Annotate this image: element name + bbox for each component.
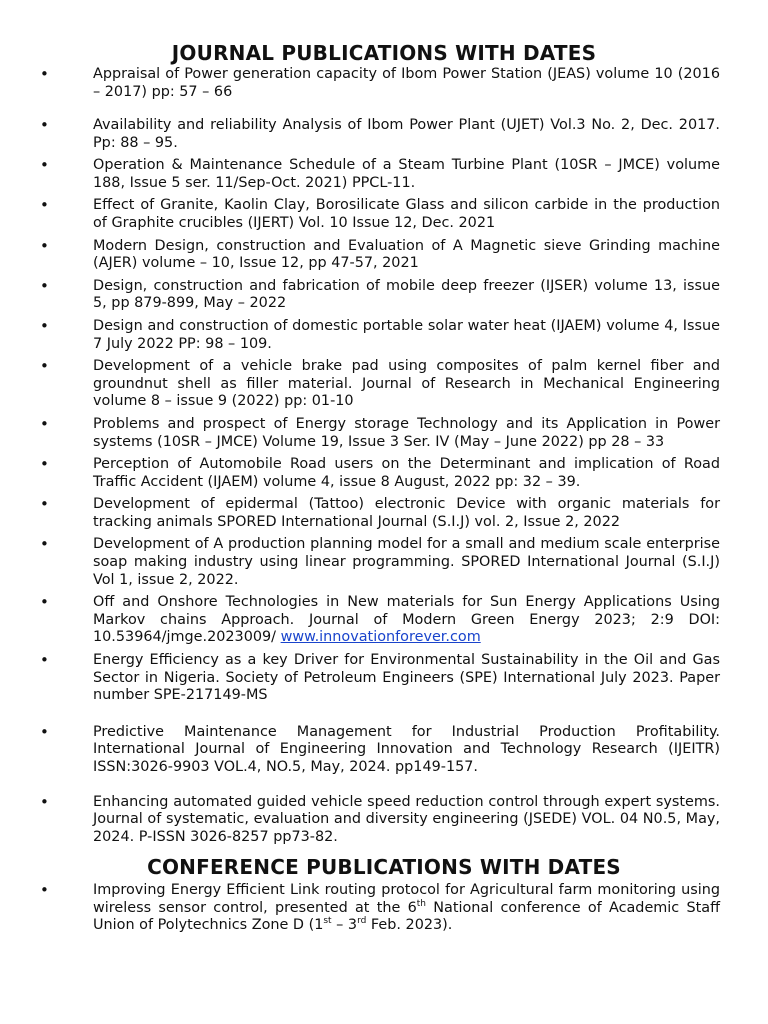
- bullet-icon: •: [40, 495, 49, 514]
- publication-text: Operation & Maintenance Schedule of a Steam Turbine Plant (10SR – JMCE) volume 188, Issue 5 ser. 11/Sep-Oct. 2021) PPCL-11.: [93, 157, 720, 191]
- bullet-icon: •: [40, 276, 49, 295]
- text-segment: Feb. 2023).: [366, 917, 453, 934]
- publication-text: Effect of Granite, Kaolin Clay, Borosilicate Glass and silicon carbide in the production of Graphite crucibles (IJERT) Vol. 10 Issue 12, Dec. 2021: [93, 197, 720, 231]
- list-item: [0, 594, 768, 647]
- ordinal-superscript: th: [416, 898, 426, 909]
- bullet-icon: •: [40, 156, 49, 175]
- bullet-icon: •: [40, 651, 49, 670]
- list-item: [0, 882, 768, 935]
- list-item: [0, 652, 768, 705]
- list-item: [0, 197, 768, 232]
- publication-text: Design and construction of domestic portable solar water heat (IJAEM) volume 4, Issue 7 July 2022 PP: 98 – 109.: [93, 317, 720, 352]
- bullet-icon: •: [40, 414, 49, 433]
- bullet-icon: •: [40, 65, 49, 83]
- bullet-icon: •: [40, 455, 49, 474]
- bullet-icon: •: [40, 357, 49, 376]
- publication-text: Perception of Automobile Road users on the Determinant and implication of Road Traffic Accident (IJAEM) volume 4, issue 8 August, 2022 pp: 32 – 39.: [93, 456, 720, 490]
- list-item: [0, 117, 768, 152]
- publication-text: Predictive Maintenance Management for Industrial Production Profitability. International Journal of Engineering Innovation and Technology Research (IJEITR) ISSN:3026-9903 VOL.4, NO.5, May, 2024. pp149-157.: [93, 723, 720, 775]
- publication-text: [93, 882, 720, 933]
- publication-text: Appraisal of Power generation capacity of Ibom Power Station (JEAS) volume 10 (2016 – 2017) pp: 57 – 66: [93, 66, 720, 100]
- publication-text: Off and Onshore Technologies in New materials for Sun Energy Applications Using Markov chains Approach. Journal of Modern Green Energy 2023; 2:9 DOI: 10.53964/jmge.2023009/: [93, 594, 720, 646]
- bullet-icon: •: [40, 316, 49, 335]
- conference-publications-list: [0, 882, 768, 935]
- bullet-icon: •: [40, 792, 49, 811]
- publication-text: Availability and reliability Analysis of Ibom Power Plant (UJET) Vol.3 No. 2, Dec. 2017. Pp: 88 – 95.: [93, 117, 720, 151]
- bullet-icon: •: [40, 722, 49, 741]
- bullet-icon: •: [40, 196, 49, 215]
- innovationforever-link[interactable]: www.innovationforever.com: [280, 629, 481, 646]
- publication-text: Development of epidermal (Tattoo) electronic Device with organic materials for tracking animals SPORED International Journal (S.I.J) vol. 2, Issue 2, 2022: [93, 496, 720, 530]
- bullet-icon: •: [40, 236, 49, 255]
- list-item: [0, 358, 768, 411]
- journal-publications-list: [0, 66, 768, 846]
- list-item: [0, 794, 768, 847]
- publication-text: Enhancing automated guided vehicle speed reduction control through expert systems. Journal of systematic, evaluation and diversity engineering (JSEDE) VOL. 04 N0.5, May, 2024. P-ISSN 3026-8257 pp73-82.: [93, 793, 720, 845]
- list-item: [0, 238, 768, 273]
- list-item: [0, 724, 768, 777]
- ordinal-superscript: rd: [357, 916, 367, 927]
- text-segment: – 3: [331, 917, 358, 934]
- text-segment: Improving Energy Efficient Link routing protocol for Agricultural farm monitoring using wireless sensor control, presented at the 6: [93, 882, 720, 916]
- ordinal-superscript: st: [323, 916, 332, 927]
- list-item: [0, 536, 768, 589]
- list-item: [0, 416, 768, 451]
- publication-text: Design, construction and fabrication of mobile deep freezer (IJSER) volume 13, issue 5, pp 879-899, May – 2022: [93, 277, 720, 312]
- publication-text: Modern Design, construction and Evaluation of A Magnetic sieve Grinding machine (AJER) volume – 10, Issue 12, pp 47-57, 2021: [93, 237, 720, 272]
- publication-text: Problems and prospect of Energy storage Technology and its Application in Power systems (10SR – JMCE) Volume 19, Issue 3 Ser. IV (May – June 2022) pp 28 – 33: [93, 415, 720, 450]
- publication-text: Development of a vehicle brake pad using composites of palm kernel fiber and groundnut shell as filler material. Journal of Research in Mechanical Engineering volume 8 – issue 9 (2022) pp: 01-10: [93, 358, 720, 410]
- list-item: [0, 496, 768, 531]
- publication-text: Development of A production planning model for a small and medium scale enterprise soap making industry using linear programming. SPORED International Journal (S.I.J) Vol 1, issue 2, 2022.: [93, 536, 720, 588]
- publication-text: Energy Efficiency as a key Driver for Environmental Sustainability in the Oil and Gas Sector in Nigeria. Society of Petroleum Engineers (SPE) International July 2023. Paper number SPE-217149-MS: [93, 652, 720, 704]
- list-item: [0, 318, 768, 353]
- list-item: [0, 157, 768, 192]
- journal-publications-heading: JOURNAL PUBLICATIONS WITH DATES: [171, 41, 597, 65]
- bullet-icon: •: [40, 593, 49, 612]
- text-segment: National conference of Academic Staff Union of Polytechnics Zone D (1: [93, 899, 720, 934]
- conference-publications-heading: CONFERENCE PUBLICATIONS WITH DATES: [147, 855, 621, 879]
- list-item: [0, 66, 768, 101]
- bullet-icon: •: [40, 116, 49, 134]
- bullet-icon: •: [40, 881, 49, 899]
- list-item: [0, 456, 768, 491]
- list-item: [0, 278, 768, 313]
- bullet-icon: •: [40, 535, 49, 554]
